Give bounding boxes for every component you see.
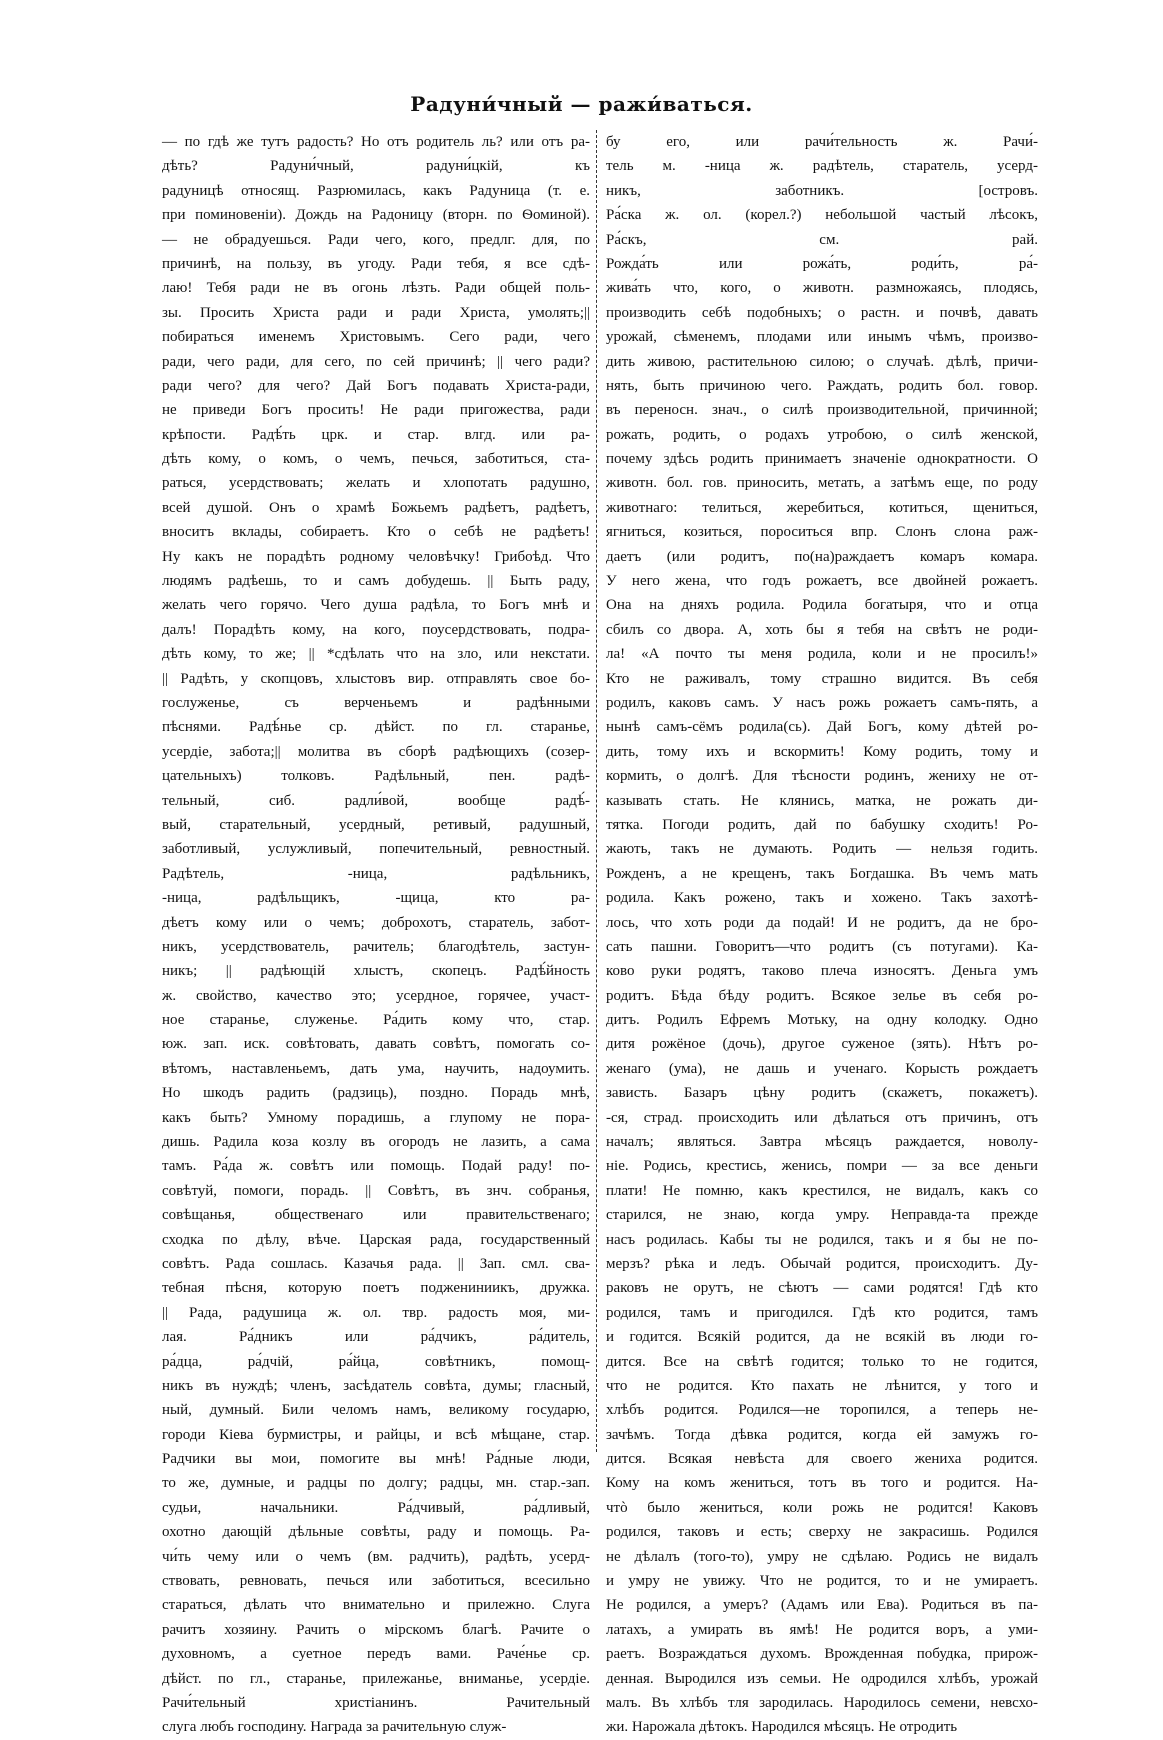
text-line: тебная пѣсня, которую поетъ поджениниикъ, дружка. — [162, 1280, 590, 1297]
text-line: совѣтъ. Рада сошлась. Казачья рада. || Зап. смл. сва- — [162, 1255, 590, 1272]
text-line: лаю! Тебя ради не въ огонь лѣзть. Ради общей поль- — [162, 280, 590, 297]
text-line: женаго (ума), не дашь и ученаго. Корысть рождаетъ — [606, 1060, 1038, 1077]
text-line: У него жена, что годъ рожаетъ, все двойней рожаетъ. — [606, 573, 1038, 590]
text-line: Ну какъ не порадѣть родному человѣчку! Грибоѣд. Что — [162, 548, 590, 565]
text-line: родитъ. Бѣда бѣду родитъ. Всякое зелье въ себя ро- — [606, 987, 1038, 1004]
text-line: что не родится. Кто пахать не лѣнится, у того и — [606, 1377, 1038, 1394]
text-line: Но шкодъ радить (радзиць), поздно. Порадь мнѣ, — [162, 1085, 590, 1102]
text-line: Кому на комъ жениться, тотъ въ того и родится. На- — [606, 1475, 1038, 1492]
text-line: ніе. Родись, крестись, женись, помри — за все деньги — [606, 1158, 1038, 1175]
text-line: ное старанье, служенье. Ра́дить кому что, стар. — [162, 1012, 590, 1029]
text-line: родила. Какъ рожено, такъ и хожено. Такъ захотѣ- — [606, 890, 1038, 907]
text-line: и умру не увижу. Что не родится, то и не умираетъ. — [606, 1573, 1038, 1590]
page-title: Радуни́чный — ражи́ваться. — [410, 92, 753, 116]
text-line: при поминовеніи). Дождь на Радоницу (вторн. по Ѳоминой). — [162, 207, 590, 224]
text-line: плати! Не помню, какъ крестился, не видалъ, какъ со — [606, 1182, 1038, 1199]
text-line: бу его, или рачи́тельность ж. Рачи́- — [606, 134, 1038, 150]
text-line: жають, такъ не думають. Родить — нельзя годить. — [606, 841, 1038, 858]
text-line: раетъ. Возраждаться духомъ. Врожденная побудка, прирож- — [606, 1646, 1038, 1663]
text-line: вый, старательный, усердный, ретивый, радушный, — [162, 816, 590, 833]
text-line: раковъ не орутъ, не сѣютъ — сами родятся! Гдѣ кто — [606, 1280, 1038, 1297]
text-line: городи Кіева бурмистры, и райцы, и всѣ мѣщане, стар. — [162, 1426, 590, 1443]
text-line: Рачи́тельный христіанинъ. Рачительный — [162, 1695, 590, 1711]
text-line: животнаго: телиться, жеребиться, котиться, щениться, — [606, 499, 1038, 516]
text-line: дится. Всякая невѣста для своего жениха родится. — [606, 1451, 1038, 1468]
text-line: нять, быть причиною чего. Раждать, родить бол. говор. — [606, 377, 1038, 394]
text-line: въ переносн. знач., о силѣ производительной, причинной; — [606, 402, 1038, 419]
text-line: ствовать, ревновать, печься или заботиться, всесильно — [162, 1573, 590, 1590]
text-line: малъ. Въ хлѣбъ тля зародилась. Народилось семени, невсхо- — [606, 1695, 1038, 1711]
text-line: ный, думный. Били челомъ намъ, великому государю, — [162, 1402, 590, 1419]
text-line: почему здѣсь родить принимаетъ значеніе однократности. О — [606, 451, 1038, 468]
text-line: крѣпости. Радѣ́ть црк. и стар. влгд. или ра- — [162, 426, 590, 443]
text-line: то же, думные, и радцы по долгу; радцы, мн. стар.-зап. — [162, 1475, 590, 1492]
text-line: дѣть кому, то же; || *сдѣлать что на зло, или некстати. — [162, 646, 590, 663]
text-line: далъ! Порадѣть кому, на кого, поусердствовать, подра- — [162, 621, 590, 638]
text-line: -ся, страд. происходить или дѣлаться отъ причинъ, отъ — [606, 1109, 1038, 1126]
text-line: жи. Нарожала дѣтокъ. Народился мѣсяцъ. Не отродить — [606, 1719, 958, 1736]
text-line: причинѣ, на пользу, въ угоду. Ради тебя, я все сдѣ- — [162, 255, 590, 272]
text-line: слуга любъ господину. Награда за рачительную служ- — [162, 1719, 507, 1736]
text-line: какъ быть? Умному порадишь, а глупому не пора- — [162, 1109, 590, 1126]
text-line: даетъ (или родитъ, по(на)раждаетъ комаръ комара. — [606, 548, 1038, 565]
text-line: юж. зап. иск. совѣтовать, давать совѣтъ, помогать со- — [162, 1036, 590, 1053]
text-line: дишь. Радила коза козлу въ огородъ не лазить, а сама — [162, 1134, 590, 1151]
text-line: дитъ. Родилъ Ефремъ Мотьку, на одну колодку. Одно — [606, 1012, 1038, 1029]
text-line: || Радѣть, у скопцовъ, хлыстовъ вир. отправлять свое бо- — [162, 670, 590, 687]
text-line: никъ, заботникъ. [островъ. — [606, 182, 1038, 199]
text-line: заботливый, услужливый, попечительный, ревностный. — [162, 841, 590, 858]
text-line: ла! «А почто ты меня родила, коли и не просилъ!» — [606, 646, 1038, 663]
text-line: рожать, родить, о родахъ утробою, о силѣ женской, — [606, 426, 1038, 443]
text-line: всей душой. Онъ о храмѣ Божьемъ радѣетъ, радѣетъ, — [162, 499, 590, 516]
text-line: ра́дца, ра́дчій, ра́йца, совѣтникъ, помощ- — [162, 1353, 590, 1370]
text-line: Рожденъ, а не крещенъ, такъ Богдашка. Въ чемъ мать — [606, 865, 1038, 882]
text-line: желать чего горячо. Чего душа радѣла, то Богъ мнѣ и — [162, 597, 590, 614]
text-line: людямъ радѣешь, то и самъ добудешь. || Быть раду, — [162, 573, 590, 590]
text-line: тятка. Погоди родить, дай по бабушку сходить! Ро- — [606, 816, 1038, 833]
text-line: Радчики вы мои, помогите вы мнѣ! Ра́дные люди, — [162, 1451, 590, 1468]
text-line: охотно дающій дѣльные совѣты, раду и помощь. Ра- — [162, 1524, 590, 1541]
text-line: усердіе, забота;|| молитва въ сборѣ радѣющихъ (созер- — [162, 743, 590, 760]
text-line: не дѣлалъ (того-то), умру не сдѣлаю. Родись не видалъ — [606, 1548, 1038, 1565]
text-line: Она на дняхъ родила. Родила богатыря, что и отца — [606, 597, 1038, 614]
text-line: латахъ, а умирать въ ямѣ! Не родится воръ, а уми- — [606, 1621, 1038, 1638]
text-line: судьи, начальники. Ра́дчивый, ра́дливый, — [162, 1499, 590, 1516]
text-line: мерзъ? рѣка и ледъ. Обычай родится, происходитъ. Ду- — [606, 1255, 1038, 1272]
text-line: животн. бол. гов. приносить, метать, а затѣмъ еще, по роду — [606, 475, 1038, 492]
text-line: не приведи Богъ просить! Не ради пригожества, ради — [162, 402, 590, 419]
text-line: кормить, о долгѣ. Для тѣсности родинъ, жениху не от- — [606, 768, 1038, 785]
text-line: ягниться, козиться, пороситься впр. Слонъ слона раж- — [606, 524, 1038, 541]
text-line: зы. Просить Христа ради и ради Христа, умолять;|| — [162, 304, 590, 321]
text-line: раться, усердствовать; желать и хлопотать радушно, — [162, 475, 590, 492]
text-line: дить, тому ихъ и вскормить! Кому родить, тому и — [606, 743, 1038, 760]
text-line: радуницѣ относящ. Разрюмилась, какъ Радуница (т. е. — [162, 182, 590, 199]
right-column — [606, 130, 1038, 1736]
text-line: стараться, дѣлать что внимательно и прилежно. Слуга — [162, 1597, 590, 1614]
text-line: духовномъ, а суетное передъ вами. Раче́нье ср. — [162, 1646, 590, 1663]
text-line: родился, тамъ и пригодился. Гдѣ кто родится, тамъ — [606, 1304, 1038, 1321]
text-line: тамъ. Ра́да ж. совѣтъ или помощь. Подай раду! по- — [162, 1158, 590, 1175]
text-line: — не обрадуешься. Ради чего, кого, предлг. для, по — [162, 231, 590, 248]
text-line: дѣть кому, о комъ, о чемъ, печься, заботиться, ста- — [162, 451, 590, 468]
text-line: дитя рожёное (дочь), другое суженое (зять). Нѣтъ ро- — [606, 1036, 1038, 1053]
text-line: никъ, усердствователь, рачитель; благодѣтель, застун- — [162, 938, 590, 955]
text-line: дить живою, растительною силою; о случаѣ. дѣлѣ, причи- — [606, 353, 1038, 370]
text-line: — по гдѣ же тутъ радость? Но отъ родитель ль? или отъ ра- — [162, 134, 590, 150]
text-line: ради, чего ради, для сего, по сей причинѣ; || чего ради? — [162, 353, 590, 370]
text-line: производить себѣ подобныхъ; о растн. и почвѣ, давать — [606, 304, 1038, 321]
text-line: совѣтуй, помоги, порадь. || Совѣтъ, въ знч. собранья, — [162, 1182, 590, 1199]
text-line: никъ въ нуждѣ; членъ, засѣдатель совѣта, думы; гласный, — [162, 1377, 590, 1394]
text-line: ради чего? для чего? Дай Богъ подавать Христа-ради, — [162, 377, 590, 394]
text-line: Радѣтель, -ница, радѣльникъ, — [162, 865, 590, 882]
text-line: чтò было жениться, коли рожь не родится! Каковъ — [606, 1499, 1038, 1516]
text-line: пѣснями. Радѣ́нье ср. дѣйст. по гл. старанье, — [162, 719, 590, 736]
text-line: ково руки родятъ, таково плеча износятъ. Деньга умъ — [606, 963, 1038, 980]
text-line: родился, таковъ и есть; сверху не закрасишь. Родился — [606, 1524, 1038, 1541]
text-line: дѣйст. по гл., старанье, прилежанье, вниманье, усердіе. — [162, 1670, 590, 1687]
column-divider — [596, 130, 597, 1452]
text-line: Ра́скъ, см. рай. — [606, 231, 1038, 248]
text-line: и годится. Всякій родится, да не всякій въ люди го- — [606, 1329, 1038, 1346]
text-line: рачитъ хозяину. Рачить о мірскомъ благѣ. Рачите о — [162, 1621, 590, 1638]
text-line: лось, что хоть роди да подай! И не родитъ, да не бро- — [606, 914, 1038, 931]
text-line: началъ; являться. Завтра мѣсяцъ раждается, новолу- — [606, 1134, 1038, 1151]
text-line: жива́ть что, кого, о животн. размножаясь, плодясь, — [606, 280, 1038, 297]
text-line: Кто не раживалъ, тому страшно видится. Въ себя — [606, 670, 1038, 687]
text-line: вноситъ вклады, собираетъ. Кто о себѣ не радѣетъ! — [162, 524, 590, 541]
text-line: зависть. Базаръ цѣну родитъ (скажетъ, покажетъ). — [606, 1085, 1038, 1102]
text-line: Рожда́ть или рожа́ть, роди́ть, ра́- — [606, 255, 1038, 272]
text-line: хлѣбъ родится. Родился—не торопился, а теперь не- — [606, 1402, 1038, 1419]
text-line: насъ родилась. Кабы ты не родился, такъ и я бы не по- — [606, 1231, 1038, 1248]
text-line: дится. Все на свѣтѣ годится; только то не годится, — [606, 1353, 1038, 1370]
text-line: сходка по дѣлу, вѣче. Царская рада, государственный — [162, 1231, 590, 1248]
text-line: старился, не знаю, когда умру. Неправда-та прежде — [606, 1207, 1038, 1224]
text-line: тель м. -ница ж. радѣтель, старатель, усерд- — [606, 158, 1038, 175]
text-line: Не родился, а умеръ? (Адамъ или Ева). Родиться въ па- — [606, 1597, 1038, 1614]
text-line: совѣщанья, общественаго или правительственаго; — [162, 1207, 590, 1224]
text-line: чи́ть чему или о чемъ (вм. радчить), радѣть, усерд- — [162, 1548, 590, 1565]
text-line: урожай, сѣменемъ, плодами или инымъ чѣмъ, произво- — [606, 329, 1038, 346]
text-line: никъ; || радѣющій хлыстъ, скопецъ. Радѣ́йность — [162, 963, 590, 980]
text-line: тельный, сиб. радли́вой, вообще радѣ́- — [162, 792, 590, 809]
text-line: ж. свойство, качество это; усердное, горячее, участ- — [162, 987, 590, 1004]
text-line: побираться именемъ Христовымъ. Сего ради, чего — [162, 329, 590, 346]
text-line: дѣть? Радуни́чный, радуни́цкій, къ — [162, 158, 590, 175]
text-line: цательныхъ) толковъ. Радѣльный, пен. радѣ- — [162, 768, 590, 785]
text-line: гослуженье, съ верченьемъ и радѣнными — [162, 694, 590, 711]
text-line: нынѣ самъ-сёмъ родила(сь). Дай Богъ, кому дѣтей ро- — [606, 719, 1038, 736]
text-line: сбилъ со двора. А, хоть бы я тебя на свѣтъ не роди- — [606, 621, 1038, 638]
text-line: сать пашни. Говоритъ—что родитъ (съ потугами). Ка- — [606, 938, 1038, 955]
text-line: -ница, радѣльщикъ, -щица, кто ра- — [162, 890, 590, 907]
text-line: Ра́ска ж. ол. (корел.?) небольшой частый лѣсокъ, — [606, 207, 1038, 224]
text-line: зачѣмъ. Тогда дѣвка родится, когда ей замужъ го- — [606, 1426, 1038, 1443]
text-line: вѣтомъ, наставленьемъ, дать ума, научить, надоумить. — [162, 1060, 590, 1077]
text-line: родилъ, каковъ самъ. У насъ рожь рожаетъ самъ-пять, а — [606, 694, 1038, 711]
text-line: денная. Выродился изъ семьи. Не одродился хлѣбъ, урожай — [606, 1670, 1038, 1687]
left-column — [162, 130, 590, 1736]
text-line: дѣетъ кому или о чемъ; доброхотъ, старатель, забот- — [162, 914, 590, 931]
text-line: || Рада, радушица ж. ол. твр. радость моя, ми- — [162, 1304, 590, 1321]
text-line: казывать стать. Не клянись, матка, не рожать ди- — [606, 792, 1038, 809]
text-line: лая. Ра́дникъ или ра́дчикъ, ра́дитель, — [162, 1329, 590, 1346]
